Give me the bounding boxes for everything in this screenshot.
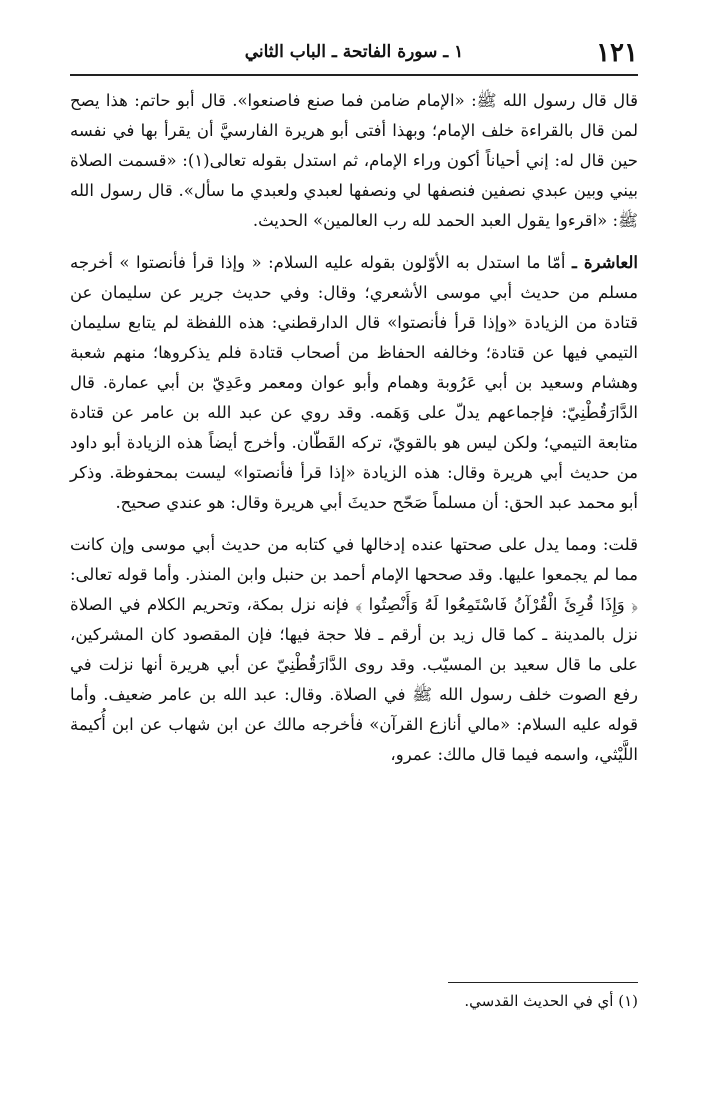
body-text	[70, 86, 638, 782]
paragraph-text: أمّا ما استدل به الأوّلون بقوله عليه السلام: « وإذا قرأ فأنصتوا » أخرجه مسلم من حديث أبي موسى الأشعري؛ وقال: وفي حديث جرير عن سليمان عن قتادة من الزيادة «وإذا قرأ فأنصتوا» قال الدارقطني: هذه اللفظة لم يتابع سليمان التيمي فيها عن قتادة؛ وخالفه الحفاظ من أصحاب قتادة فلم يذكروها؛ منهم شعبة وهشام وسعيد بن أبي عَرُوبة وهمام وأبو عوان ومعمر وعَدِيّ بن أبي عمارة. قال الدَّارَقُطْنِيّ: فإجماعهم يدلّ على وَهَمه. وقد روي عن عبد الله بن عامر عن قتادة متابعة التيمي؛ ولكن ليس هو بالقويّ، تركه القَطّان. وأخرج أيضاً هذه الزيادة أبو داود من حديث أبي هريرة وقال: هذه الزيادة «إذا قرأ فأنصتوا» ليست بمحفوظة. وذكر أبو محمد عبد الحق: أن مسلماً صَحّح حديثَ أبي هريرة وقال: هو عندي صحيح.	[70, 253, 638, 512]
page-number: ١٢١	[596, 38, 638, 68]
paragraph-text: قال قال رسول الله ﷺ: «الإمام ضامن فما صنع فاصنعوا». قال أبو حاتم: هذا يصح لمن قال بالقراءة خلف الإمام؛ وبهذا أفتى أبو هريرة الفارسيَّ أن يقرأ بها في نفسه حين قال له: إني أحياناً أكون وراء الإمام، ثم استدل بقوله تعالى(١): «قسمت الصلاة بيني وبين عبدي نصفين فنصفها لي ونصفها لعبدي ولعبدي ما سأل». قال رسول الله ﷺ: «اقرءوا يقول العبد الحمد لله رب العالمين» الحديث.	[70, 91, 638, 230]
paragraph	[70, 248, 638, 518]
paragraph-lead: العاشرة ـ	[571, 253, 638, 272]
running-title: ١ ـ سورة الفاتحة ـ الباب الثاني	[244, 42, 464, 62]
footnote: (١) أي في الحديث القدسي.	[464, 992, 638, 1010]
paragraph	[70, 530, 638, 770]
paragraph	[70, 86, 638, 236]
footnote-divider	[448, 982, 638, 983]
paragraph-text: قلت: ومما يدل على صحتها عنده إدخالها في كتابه من حديث أبي موسى وإن كانت مما لم يجمعوا عليها. وقد صححها الإمام أحمد بن حنبل وابن المنذر. وأما قوله تعالى: ﴿ وَإِذَا قُرِئَ الْقُرْآنُ فَاسْتَمِعُوا لَهُ وَأَنْصِتُوا ﴾ فإنه نزل بمكة، وتحريم الكلام في الصلاة نزل بالمدينة ـ كما قال زيد بن أرقم ـ فلا حجة فيها؛ فإن المقصود كان المشركين، على ما قال سعيد بن المسيّب. وقد روى الدَّارَقُطْنِيّ عن أبي هريرة أنها نزلت في رفع الصوت خلف رسول الله ﷺ في الصلاة. وقال: عبد الله بن عامر ضعيف. وأما قوله عليه السلام: «مالي أنازع القرآن» فأخرجه مالك عن ابن شهاب عن ابن أُكيمة اللَّيْثي، واسمه فيما قال مالك: عمرو،	[70, 535, 638, 764]
page-header	[70, 34, 638, 76]
